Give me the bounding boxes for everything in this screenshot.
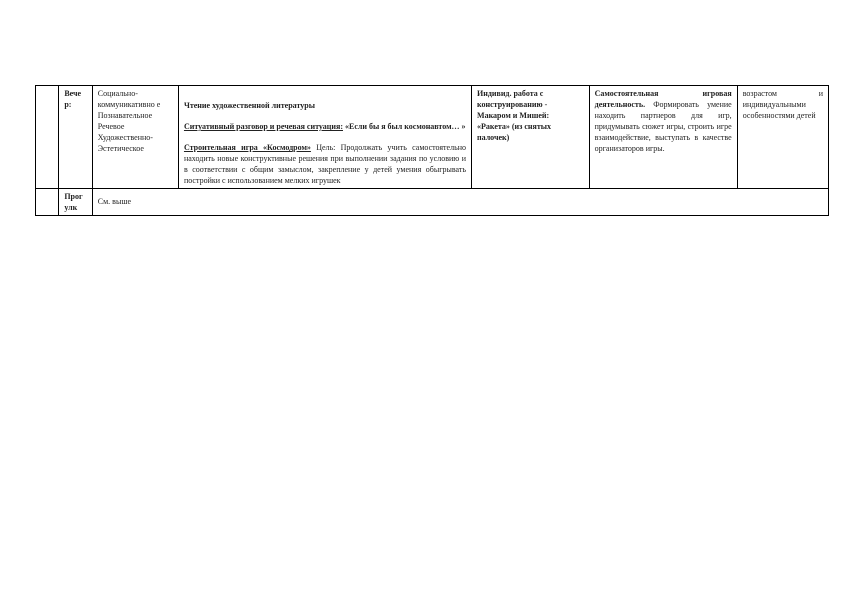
- conversation-text: «Если бы я был космонавтом… »: [345, 122, 466, 131]
- area-social: Социально-коммуникативно е: [97, 89, 161, 109]
- group-activity-cell: [178, 86, 471, 189]
- parents-text: возрастом и индивидуальными особенностями детей: [742, 89, 823, 120]
- independent-text: Формировать умение находить партнеров для игр, придумывать сюжет игры, строить игре взаимодействие, выступать в качестве организаторов игры.: [594, 100, 732, 153]
- conversation-title: Ситуативный разговор и речевая ситуация:: [183, 122, 343, 131]
- game-title: Строительная игра «Космодром»: [183, 143, 311, 152]
- individual-text: Макаром и Мишей: «Ракета» (из снятых палочек): [477, 111, 552, 142]
- walk-note: См. выше: [97, 197, 132, 206]
- time-label: Прог улк: [64, 192, 83, 212]
- individual-title: Индивид. работа с конструированию: [477, 89, 544, 109]
- game-goal: Цель: Продолжать учить самостоятельно находить новые конструктивные решения при выполнении задания по условию и в соответствии с общим замыслом, закрепление у детей умения обыгрывать постройки с использованием мелких игрушек: [183, 143, 467, 185]
- row-number-cell: [36, 189, 59, 216]
- table-row-evening: [36, 86, 829, 189]
- individual-dash: -: [544, 100, 548, 109]
- time-label-cell: [59, 189, 92, 216]
- time-label-cell: [59, 86, 92, 189]
- walk-note-cell: [92, 189, 828, 216]
- area-aesthetic: Эстетическое: [97, 144, 144, 153]
- table-row-walk: [36, 189, 829, 216]
- row-number-cell: [36, 86, 59, 189]
- individual-work-cell: [472, 86, 590, 189]
- parents-cell: [737, 86, 828, 189]
- educational-areas-cell: [92, 86, 178, 189]
- plan-table: [35, 85, 829, 216]
- area-cognitive: Познавательное: [97, 111, 153, 120]
- time-label: Вече р:: [64, 89, 82, 109]
- independent-title: Самостоятельная игровая деятельность.: [594, 89, 732, 109]
- area-artistic: Художественно-: [97, 133, 153, 142]
- reading-title: Чтение художественной литературы: [183, 101, 315, 110]
- independent-activity-cell: [589, 86, 737, 189]
- area-speech: Речевое: [97, 122, 125, 131]
